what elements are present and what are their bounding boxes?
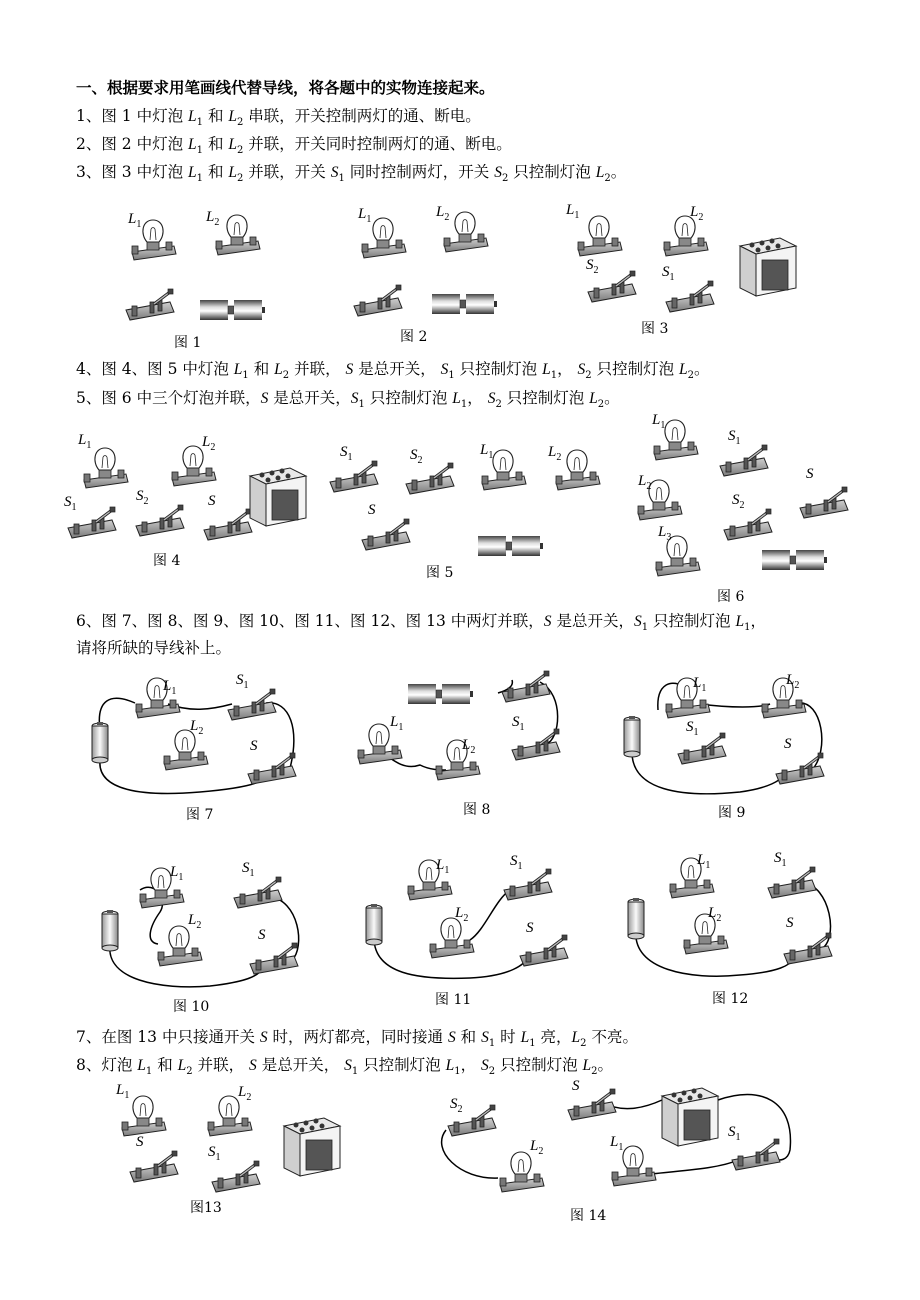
label-L2: $L_2$ — [638, 473, 652, 492]
label-L2: $L_2$ — [190, 718, 204, 737]
question-6-continued: 请将所缺的导线补上。 — [76, 639, 232, 657]
label-L1: $L_1$ — [436, 857, 450, 876]
figure-caption: 图 12 — [712, 991, 749, 1007]
figure-caption: 图 14 — [570, 1208, 607, 1224]
light-bulb-icon — [758, 676, 810, 722]
knife-switch-icon — [202, 508, 254, 542]
label-L1: $L_1$ — [693, 675, 707, 694]
battery-box-icon — [660, 1082, 720, 1148]
light-bulb-icon — [212, 213, 264, 259]
label-L1: $L_1$ — [116, 1082, 130, 1101]
label-S1: $S_1$ — [728, 428, 741, 447]
figure-caption: 图 4 — [153, 553, 181, 569]
battery-cell-icon — [430, 292, 498, 316]
battery-box-icon — [248, 462, 308, 528]
label-S: S — [258, 927, 266, 943]
label-S2: $S_2$ — [450, 1096, 463, 1115]
figure-caption: 图13 — [190, 1200, 222, 1216]
label-L1: $L_1$ — [610, 1134, 624, 1153]
label-L2: $L_2$ — [708, 905, 722, 924]
battery-box-icon — [738, 232, 798, 298]
question-4: 4、图 4、图 5 中灯泡 $L_1$ 和 $L_2$ 并联， S 是总开关， $S_1$ 只控制灯泡 $L_1$， $S_2$ 只控制灯泡 $L_2$。 — [76, 360, 710, 382]
knife-switch-icon — [328, 460, 380, 494]
battery-cell-icon — [100, 910, 120, 952]
label-L1: $L_1$ — [163, 678, 177, 697]
knife-switch-icon — [134, 504, 186, 538]
label-L2: $L_2$ — [462, 737, 476, 756]
light-bulb-icon — [574, 214, 626, 260]
light-bulb-icon — [160, 728, 212, 774]
figure-caption: 图 1 — [174, 335, 202, 351]
figure-caption: 图 9 — [718, 805, 746, 821]
figure-caption: 图 2 — [400, 329, 428, 345]
label-S2: $S_2$ — [732, 492, 745, 511]
label-S1: $S_1$ — [774, 850, 787, 869]
label-L2: $L_2$ — [690, 204, 704, 223]
question-3: 3、图 3 中灯泡 $L_1$ 和 $L_2$ 并联，开关 $S_1$ 同时控制两灯，开关 $S_2$ 只控制灯泡 $L_2$。 — [76, 163, 627, 185]
label-L1: $L_1$ — [652, 412, 666, 431]
label-L2: $L_2$ — [206, 209, 220, 228]
battery-cell-icon — [622, 716, 642, 758]
label-S1: $S_1$ — [64, 494, 77, 513]
label-L1: $L_1$ — [697, 852, 711, 871]
label-L2: $L_2$ — [202, 434, 216, 453]
knife-switch-icon — [774, 752, 826, 786]
battery-cell-icon — [476, 534, 544, 558]
knife-switch-icon — [226, 688, 278, 722]
battery-box-icon — [282, 1112, 342, 1178]
label-L1: $L_1$ — [170, 864, 184, 883]
label-S2: $S_2$ — [410, 447, 423, 466]
knife-switch-icon — [766, 866, 818, 900]
knife-switch-icon — [502, 868, 554, 902]
knife-switch-icon — [510, 728, 562, 762]
figure-caption: 图 7 — [186, 807, 214, 823]
question-1: 1、图 1 中灯泡 $L_1$ 和 $L_2$ 串联，开关控制两灯的通、断电。 — [76, 107, 481, 129]
knife-switch-icon — [352, 284, 404, 318]
label-S1: $S_1$ — [662, 264, 675, 283]
label-L1: $L_1$ — [78, 432, 92, 451]
figure-caption: 图 6 — [717, 589, 745, 605]
label-L2: $L_2$ — [786, 672, 800, 691]
figure-caption: 图 10 — [173, 999, 210, 1015]
knife-switch-icon — [128, 1150, 180, 1184]
light-bulb-icon — [432, 738, 484, 784]
battery-cell-icon — [90, 722, 110, 764]
label-S: S — [208, 493, 216, 509]
battery-cell-icon — [406, 682, 474, 706]
label-S1: $S_1$ — [242, 860, 255, 879]
label-S1: $S_1$ — [686, 719, 699, 738]
label-S: S — [806, 466, 814, 482]
knife-switch-icon — [124, 288, 176, 322]
battery-cell-icon — [198, 298, 266, 322]
light-bulb-icon — [680, 912, 732, 958]
label-S1: $S_1$ — [236, 672, 249, 691]
label-S: S — [368, 502, 376, 518]
battery-cell-icon — [760, 548, 828, 572]
knife-switch-icon — [210, 1160, 262, 1194]
knife-switch-icon — [246, 752, 298, 786]
label-S1: $S_1$ — [512, 714, 525, 733]
knife-switch-icon — [404, 462, 456, 496]
label-S: S — [784, 736, 792, 752]
label-L1: $L_1$ — [390, 714, 404, 733]
label-S: S — [136, 1134, 144, 1150]
label-L2: $L_2$ — [548, 444, 562, 463]
knife-switch-icon — [664, 280, 716, 314]
figure-caption: 图 3 — [641, 321, 669, 337]
knife-switch-icon — [718, 444, 770, 478]
light-bulb-icon — [426, 916, 478, 962]
label-L1: $L_1$ — [480, 442, 494, 461]
label-S2: $S_2$ — [586, 257, 599, 276]
knife-switch-icon — [518, 934, 570, 968]
label-S1: $S_1$ — [340, 444, 353, 463]
label-S: S — [572, 1078, 580, 1094]
question-7: 7、在图 13 中只接通开关 S 时，两灯都亮，同时接通 S 和 $S_1$ 时 $L_1$ 亮，$L_2$ 不亮。 — [76, 1028, 638, 1050]
question-5: 5、图 6 中三个灯泡并联，S 是总开关，$S_1$ 只控制灯泡 $L_1$， $S_2$ 只控制灯泡 $L_2$。 — [76, 389, 620, 411]
knife-switch-icon — [676, 732, 728, 766]
section-heading: 一、根据要求用笔画线代替导线，将各题中的实物连接起来。 — [76, 78, 495, 97]
knife-switch-icon — [248, 942, 300, 976]
knife-switch-icon — [722, 508, 774, 542]
knife-switch-icon — [798, 486, 850, 520]
label-L3: $L_3$ — [658, 524, 672, 543]
label-S1: $S_1$ — [510, 853, 523, 872]
label-L1: $L_1$ — [566, 202, 580, 221]
question-6: 6、图 7、图 8、图 9、图 10、图 11、图 12、图 13 中两灯并联，S 是总开关，$S_1$ 只控制灯泡 $L_1$， — [76, 612, 766, 634]
label-S: S — [526, 920, 534, 936]
figure-caption: 图 11 — [435, 992, 472, 1008]
label-S: S — [250, 738, 258, 754]
figure-caption: 图 5 — [426, 565, 454, 581]
knife-switch-icon — [232, 876, 284, 910]
label-S1: $S_1$ — [208, 1144, 221, 1163]
label-S1: $S_1$ — [728, 1124, 741, 1143]
figure-caption: 图 8 — [463, 802, 491, 818]
wire — [650, 1160, 738, 1174]
battery-cell-icon — [364, 904, 384, 946]
knife-switch-icon — [500, 670, 552, 704]
label-S2: $S_2$ — [136, 488, 149, 507]
label-L1: $L_1$ — [358, 206, 372, 225]
light-bulb-icon — [80, 446, 132, 492]
question-8: 8、灯泡 $L_1$ 和 $L_2$ 并联， S 是总开关， $S_1$ 只控制灯泡 $L_1$， $S_2$ 只控制灯泡 $L_2$。 — [76, 1056, 614, 1078]
label-L2: $L_2$ — [530, 1138, 544, 1157]
label-S: S — [786, 915, 794, 931]
label-L1: $L_1$ — [128, 211, 142, 230]
light-bulb-icon — [660, 214, 712, 260]
knife-switch-icon — [360, 518, 412, 552]
knife-switch-icon — [782, 932, 834, 966]
label-L2: $L_2$ — [188, 912, 202, 931]
label-L2: $L_2$ — [455, 905, 469, 924]
label-L2: $L_2$ — [238, 1084, 252, 1103]
battery-cell-icon — [626, 898, 646, 940]
knife-switch-icon — [730, 1138, 782, 1172]
label-L2: $L_2$ — [436, 204, 450, 223]
question-2: 2、图 2 中灯泡 $L_1$ 和 $L_2$ 并联，开关同时控制两灯的通、断电。 — [76, 135, 512, 157]
